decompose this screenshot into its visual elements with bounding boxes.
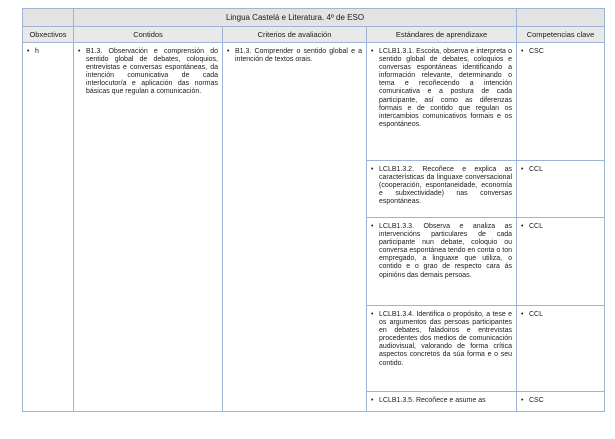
competence-text: • CCL	[517, 161, 604, 177]
competence-text: • CSC	[517, 392, 604, 408]
standard-cell	[367, 218, 517, 306]
standard-text: • LCLB1.3.5. Recoñece e asume as	[367, 392, 516, 408]
header-competences: Competencias clave	[517, 27, 605, 43]
content-text: • B1.3. Observación e comprensión do sentido global de debates, coloquios, entrevistas e conversas espontáneas, da intención comunicativa de cada interlocutor/a e aplicación das normas básicas que regulan a comunicación.	[74, 43, 222, 100]
header-row	[23, 27, 605, 43]
header-contents: Contidos	[74, 27, 223, 43]
competence-cell	[517, 161, 605, 218]
standard-cell	[367, 392, 517, 412]
title-spacer-cell	[23, 9, 74, 27]
competence-text: • CSC	[517, 43, 604, 59]
standard-text: • LCLB1.3.3. Observa e analiza as intervencións particulares de cada participante nun debate, coloquio ou conversa espontánea tendo en conta o ton empregado, a linguaxe que utiliza, o contido e o grao de respecto cara ás opinións das demais persoas.	[367, 218, 516, 283]
objective-cell	[23, 43, 74, 412]
standard-text: • LCLB1.3.1. Escoita, observa e interpreta o sentido global de debates, coloquios e conversas espontáneas identificando a información relevante, determinando o tema e recoñecendo a intención comunicativa e a postura de cada participante, así como as diferenzas formais e de contido que regulan os intercambios comunicativos formais e os espontáneos.	[367, 43, 516, 132]
standard-text: • LCLB1.3.4. Identifica o propósito, a tese e os argumentos das persoas participantes en debates, faladoiros e entrevistas procedentes dos medios de comunicación audiovisual, valorando de forma crítica aspectos concretos da súa forma e o seu contido.	[367, 306, 516, 371]
competence-cell	[517, 43, 605, 161]
content-cell	[74, 43, 223, 412]
table-title: Lingua Castelá e Literatura. 4º de ESO	[74, 9, 517, 27]
criterion-text: • B1.3. Comprender o sentido global e a intención de textos orais.	[223, 43, 366, 67]
curriculum-table	[22, 8, 605, 412]
table-title-row	[23, 9, 605, 27]
title-spacer-cell	[517, 9, 605, 27]
header-objectives: Obxectivos	[23, 27, 74, 43]
standard-cell	[367, 161, 517, 218]
competence-cell	[517, 306, 605, 392]
competence-cell	[517, 392, 605, 412]
competence-text: • CCL	[517, 218, 604, 234]
header-criteria: Criterios de avaliación	[223, 27, 367, 43]
objective-text: • h	[23, 43, 73, 59]
criterion-cell	[223, 43, 367, 412]
standard-cell	[367, 306, 517, 392]
competence-cell	[517, 218, 605, 306]
standard-text: • LCLB1.3.2. Recoñece e explica as características da linguaxe conversacional (cooperación, espontaneidade, economía e subxectividade) nas conversas espontáneas.	[367, 161, 516, 209]
curriculum-table-page	[22, 8, 604, 412]
competence-text: • CCL	[517, 306, 604, 322]
table-row	[23, 43, 605, 161]
header-standards: Estándares de aprendizaxe	[367, 27, 517, 43]
standard-cell	[367, 43, 517, 161]
